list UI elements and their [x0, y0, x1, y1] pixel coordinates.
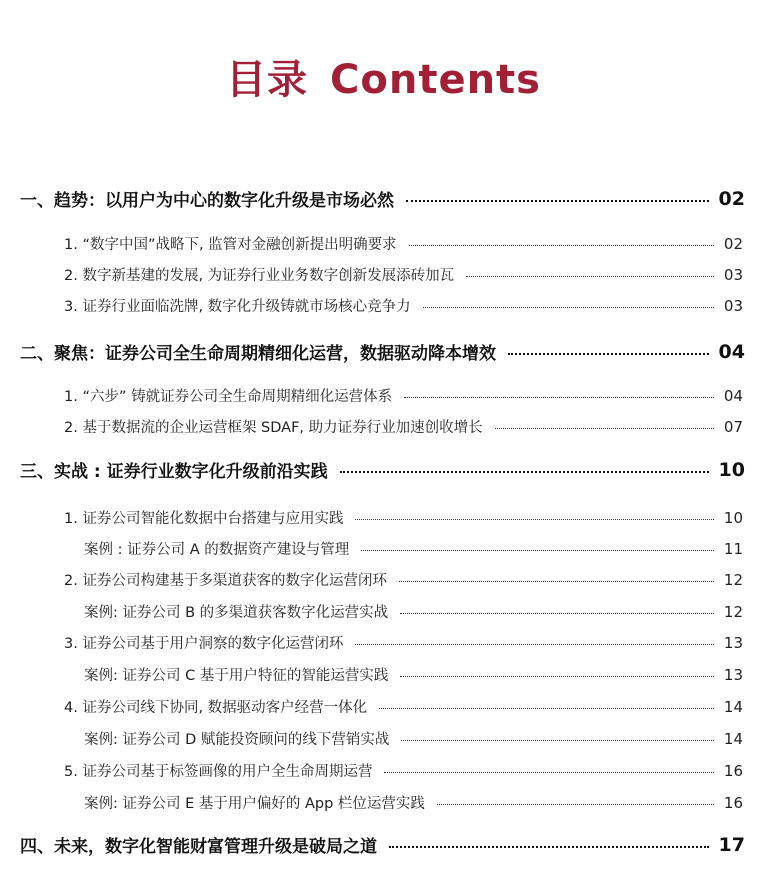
- toc-subsection-1-2[interactable]: [64, 264, 743, 285]
- dot-leader: [355, 644, 713, 645]
- dot-leader: [406, 200, 709, 202]
- toc-entry-text: 3. 证券行业面临洗牌, 数字化升级铸就市场核心竞争力: [64, 299, 411, 315]
- toc-page-number: 04: [723, 386, 743, 405]
- toc-page-number: 03: [723, 265, 743, 284]
- toc-subsection-2-1[interactable]: [64, 385, 743, 406]
- toc-page-number: 13: [723, 665, 743, 684]
- toc-subsection-3-5[interactable]: [64, 760, 743, 781]
- toc-case-b[interactable]: [84, 601, 743, 622]
- toc-page-number: 10: [718, 458, 745, 481]
- toc-page-number: 12: [723, 602, 743, 621]
- toc-entry-text: 2. 数字新基建的发展, 为证券行业业务数字创新发展添砖加瓦: [64, 268, 455, 284]
- toc-section-1[interactable]: [20, 186, 745, 211]
- toc-case-e[interactable]: [84, 792, 743, 813]
- dot-leader: [361, 550, 714, 551]
- toc-entry-text: 案例 : 证券公司 A 的数据资产建设与管理: [84, 542, 350, 558]
- toc-entry-text: 三、实战 : 证券行业数字化升级前沿实践: [20, 462, 328, 482]
- dot-leader: [384, 772, 713, 773]
- toc-page-number: 14: [723, 729, 743, 748]
- toc-case-a[interactable]: [84, 538, 743, 559]
- toc-page-number: 03: [723, 296, 743, 315]
- dot-leader: [401, 740, 714, 741]
- toc-entry-text: 5. 证券公司基于标签画像的用户全生命周期运营: [64, 764, 373, 780]
- dot-leader: [423, 307, 714, 308]
- dot-leader: [437, 804, 714, 805]
- toc-subsection-3-4[interactable]: [64, 696, 743, 717]
- toc-entry-text: 4. 证券公司线下协同, 数据驱动客户经营一体化: [64, 700, 368, 716]
- toc-page-number: 16: [723, 761, 743, 780]
- toc-entry-text: 案例: 证券公司 E 基于用户偏好的 App 栏位运营实践: [84, 796, 425, 812]
- dot-leader: [340, 471, 709, 473]
- toc-page-number: 02: [718, 187, 745, 210]
- toc-section-2[interactable]: [20, 339, 745, 364]
- dot-leader: [389, 846, 709, 848]
- toc-entry-text: 二、聚焦：证券公司全生命周期精细化运营，数据驱动降本增效: [20, 344, 496, 364]
- toc-entry-text: 案例: 证券公司 D 赋能投资顾问的线下营销实战: [84, 732, 390, 748]
- toc-entry-text: 案例: 证券公司 C 基于用户特征的智能运营实践: [84, 668, 389, 684]
- toc-entry-text: 1. “六步” 铸就证券公司全生命周期精细化运营体系: [64, 389, 393, 405]
- toc-entry-text: 四、未来，数字化智能财富管理升级是破局之道: [20, 837, 377, 857]
- dot-leader: [355, 519, 713, 520]
- toc-subsection-1-3[interactable]: [64, 295, 743, 316]
- dot-leader: [495, 428, 714, 429]
- toc-entry-text: 2. 证券公司构建基于多渠道获客的数字化运营闭环: [64, 573, 387, 589]
- toc-page-number: 12: [723, 570, 743, 589]
- dot-leader: [508, 353, 709, 355]
- toc-case-c[interactable]: [84, 664, 743, 685]
- toc-subsection-1-1[interactable]: [64, 233, 743, 254]
- dot-leader: [466, 276, 714, 277]
- title-en: Contents: [330, 57, 541, 103]
- page-title: [0, 48, 767, 105]
- toc-entry-text: 3. 证券公司基于用户洞察的数字化运营闭环: [64, 636, 344, 652]
- toc-section-4[interactable]: [20, 832, 745, 857]
- dot-leader: [404, 397, 714, 398]
- toc-page-number: 11: [723, 539, 743, 558]
- toc-page-number: 07: [723, 417, 743, 436]
- toc-page-number: 17: [718, 833, 745, 856]
- dot-leader: [399, 581, 714, 582]
- dot-leader: [400, 676, 714, 677]
- toc-entry-text: 1. “数字中国”战略下, 监管对金融创新提出明确要求: [64, 237, 397, 253]
- toc-page-number: 04: [718, 340, 745, 363]
- toc-entry-text: 一、趋势：以用户为中心的数字化升级是市场必然: [20, 191, 394, 211]
- toc-page-number: 02: [723, 234, 743, 253]
- toc-subsection-3-3[interactable]: [64, 632, 743, 653]
- toc-entry-text: 案例: 证券公司 B 的多渠道获客数字化运营实战: [84, 605, 389, 621]
- toc-page-number: 16: [723, 793, 743, 812]
- toc-section-3[interactable]: [20, 457, 745, 482]
- dot-leader: [400, 613, 714, 614]
- toc-case-d[interactable]: [84, 728, 743, 749]
- toc-page-number: 13: [723, 633, 743, 652]
- toc-page-number: 14: [723, 697, 743, 716]
- toc-entry-text: 1. 证券公司智能化数据中台搭建与应用实践: [64, 511, 344, 527]
- dot-leader: [379, 708, 714, 709]
- title-cn: 目录: [226, 57, 309, 103]
- toc-entry-text: 2. 基于数据流的企业运营框架 SDAF, 助力证券行业加速创收增长: [64, 420, 483, 436]
- toc-subsection-3-2[interactable]: [64, 569, 743, 590]
- toc-page-number: 10: [723, 508, 743, 527]
- toc-subsection-3-1[interactable]: [64, 507, 743, 528]
- toc-subsection-2-2[interactable]: [64, 416, 743, 437]
- dot-leader: [409, 245, 714, 246]
